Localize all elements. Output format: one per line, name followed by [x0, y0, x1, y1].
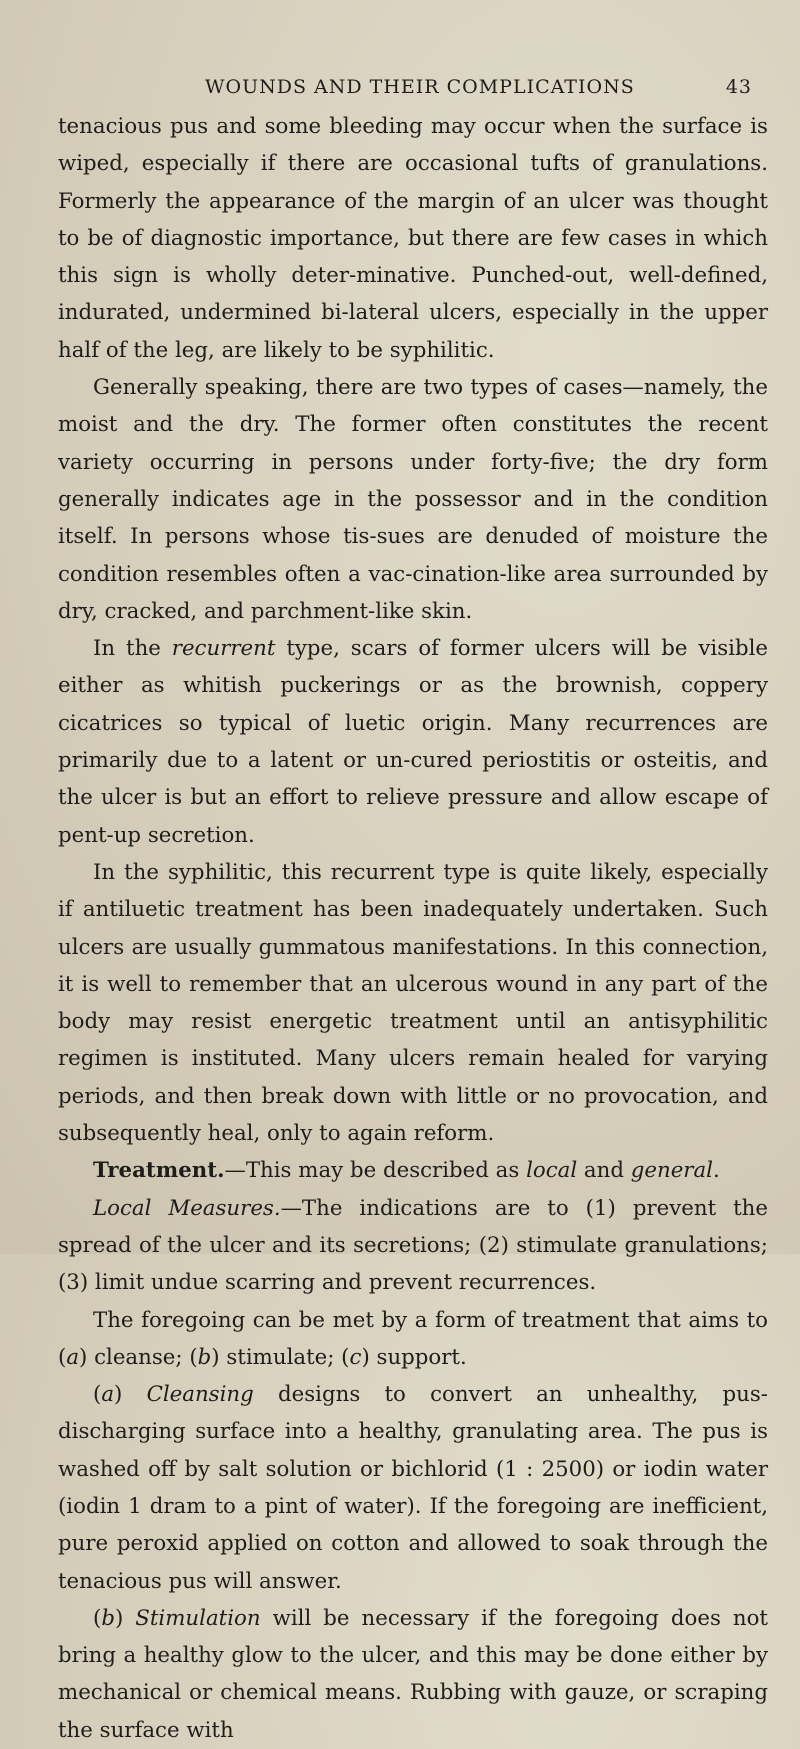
paragraph-stimulation: (b) Stimulation will be necessary if the foregoing does not bring a healthy glow to the ulcer, and this may be done either by mechanical or chemical means. Rubbing with gauze, or scraping the surface with	[58, 1605, 768, 1743]
paragraph-moist-dry-types: Generally speaking, there are two types of cases—namely, the moist and the dry. The former often constitutes the recent variety occurring in persons under forty-five; the dry form generally indicates age in the possessor and in the condition itself. In persons whose tis-sues are denuded of moisture the condition resembles often a vac-cination-like area surrounded by dry, cracked, and parchment-like skin.	[58, 375, 768, 624]
chapter-title: WOUNDS AND THEIR COMPLICATIONS	[205, 76, 635, 98]
paragraph-treatment-aims: The foregoing can be met by a form of treatment that aims to (a) cleanse; (b) stimulate; (c) support.	[58, 1307, 768, 1370]
paragraph-ulcer-margin: tenacious pus and some bleeding may occur when the surface is wiped, especially if there are occasional tufts of granulations. Formerly the appearance of the margin of an ulcer was thought to be of diagnostic importance, but there are few cases in which this sign is wholly deter-minative. Punched-out, well-defined, indurated, undermined bi-lateral ulcers, especially in the upper half of the leg, are likely to be syphilitic.	[58, 114, 768, 363]
body-text	[58, 108, 768, 1749]
paragraph-treatment-heading: Treatment.—This may be described as local and general.	[93, 1158, 720, 1184]
section-heading-treatment: Treatment.	[93, 1158, 225, 1184]
subheading-local-measures: Local Measures.	[93, 1195, 281, 1221]
paragraph-local-measures: Local Measures.—The indications are to (1) prevent the spread of the ulcer and its secretions; (2) stimulate granulations; (3) limit undue scarring and prevent recurrences.	[58, 1195, 769, 1296]
paragraph-recurrent-type: In the recurrent type, scars of former ulcers will be visible either as whitish puckerings or as the brownish, coppery cicatrices so typical of luetic origin. Many recurrences are primarily due to a latent or un-cured periostitis or osteitis, and the ulcer is but an effort to relieve pressure and allow escape of pent-up secretion.	[58, 636, 768, 848]
paragraph-syphilitic: In the syphilitic, this recurrent type is quite likely, especially if antiluetic treatment has been inadequately undertaken. Such ulcers are usually gummatous manifestations. In this connection, it is well to remember that an ulcerous wound in any part of the body may resist energetic treatment until an antisyphilitic regimen is instituted. Many ulcers remain healed for varying periods, and then break down with little or no provocation, and subsequently heal, only to again reform.	[58, 859, 768, 1147]
paragraph-cleansing: (a) Cleansing designs to convert an unhealthy, pus-discharging surface into a healthy, granulating area. The pus is washed off by salt solution or bichlorid (1 : 2500) or iodin water (iodin 1 dram to a pint of water). If the foregoing are inefficient, pure peroxid applied on cotton and allowed to soak through the tenacious pus will answer.	[58, 1382, 768, 1594]
running-head	[205, 76, 760, 98]
page-number: 43	[725, 76, 752, 98]
